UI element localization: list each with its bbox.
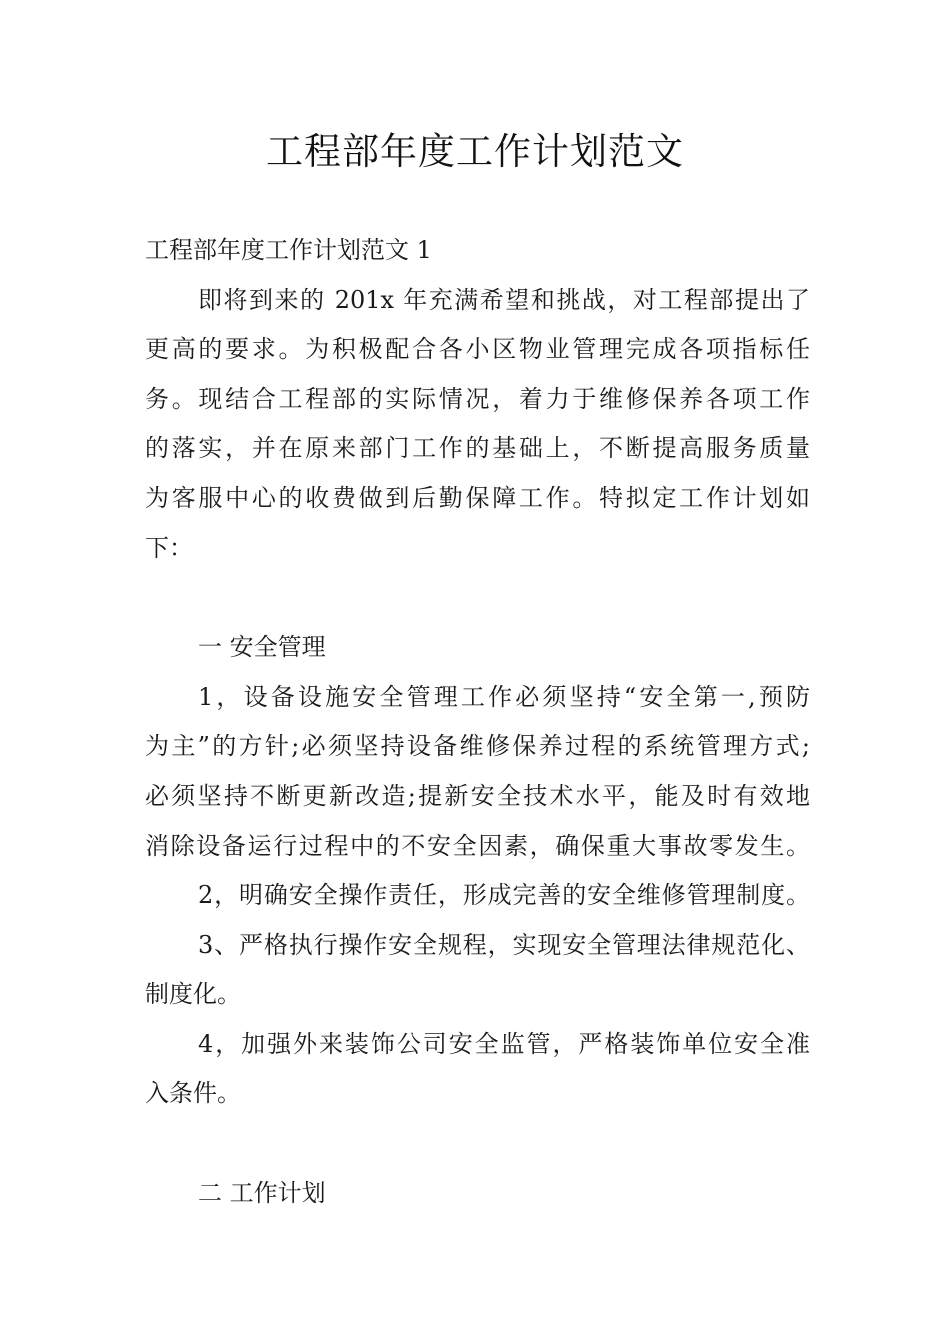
item-line: 为主”的方针;必须坚持设备维修保养过程的系统管理方式; <box>145 732 810 760</box>
document-title: 工程部年度工作计划范文 <box>266 130 684 173</box>
item-line: 4，加强外来装饰公司安全监管，严格装饰单位安全准 <box>198 1030 810 1058</box>
item-line: 必须坚持不断更新改造;提新安全技术水平，能及时有效地 <box>145 782 810 810</box>
item-line: 2，明确安全操作责任，形成完善的安全维修管理制度。 <box>198 881 810 909</box>
item-line: 制度化。 <box>145 980 241 1008</box>
document-subtitle: 工程部年度工作计划范文 1 <box>145 236 432 264</box>
item-line: 1，设备设施安全管理工作必须坚持“安全第一,预防 <box>198 683 810 711</box>
intro-line: 的落实，并在原来部门工作的基础上，不断提高服务质量 <box>145 434 810 462</box>
item-line: 入条件。 <box>145 1079 241 1107</box>
section-heading: 二 工作计划 <box>198 1179 326 1207</box>
item-line: 3、严格执行操作安全规程，实现安全管理法律规范化、 <box>198 931 810 959</box>
intro-line: 更高的要求。为积极配合各小区物业管理完成各项指标任 <box>145 335 810 363</box>
intro-line: 为客服中心的收费做到后勤保障工作。特拟定工作计划如 <box>145 484 810 512</box>
intro-line: 务。现结合工程部的实际情况，着力于维修保养各项工作 <box>145 385 810 413</box>
intro-line: 下： <box>145 534 193 562</box>
intro-line: 即将到来的 201x 年充满希望和挑战，对工程部提出了 <box>198 286 810 314</box>
section-heading: 一 安全管理 <box>198 633 326 661</box>
item-line: 消除设备运行过程中的不安全因素，确保重大事故零发生。 <box>145 832 810 860</box>
